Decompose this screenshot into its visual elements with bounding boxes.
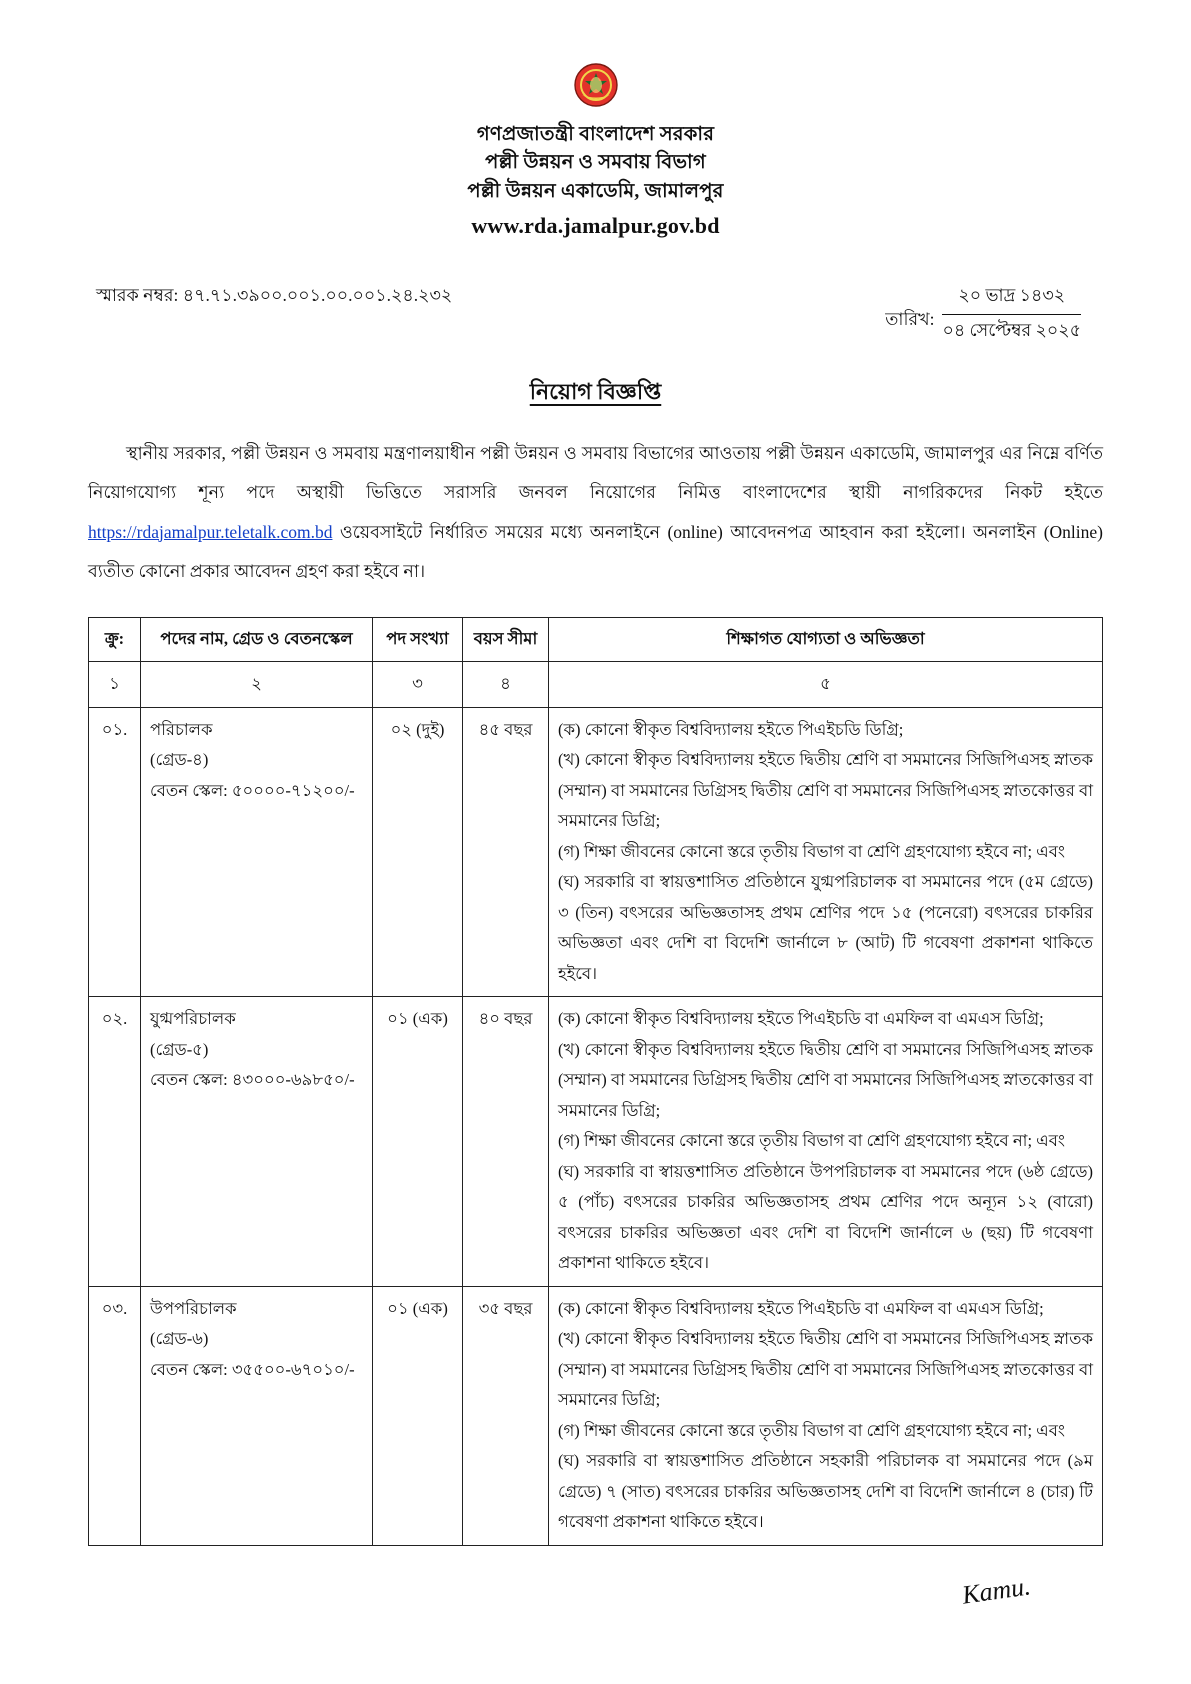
- row-post-cell: [141, 1286, 373, 1545]
- row-vacancies: ০১ (এক): [373, 1286, 463, 1545]
- table-column-number-row: [89, 662, 1103, 708]
- date-english: ০৪ সেপ্টেম্বর ২০২৫: [942, 319, 1081, 340]
- row-serial: ০২.: [89, 997, 141, 1287]
- header-serial: ক্রু:: [89, 618, 141, 662]
- table-row: [89, 1286, 1103, 1545]
- row-age-limit: ৩৫ বছর: [463, 1286, 549, 1545]
- org-line-2: পল্লী উন্নয়ন ও সমবায় বিভাগ: [485, 152, 706, 174]
- date-label: তারিখ:: [885, 308, 935, 329]
- memo-number: স্মারক নম্বর: ৪৭.৭১.৩৯০০.০০১.০০.০০১.২৪.২৩২: [96, 284, 453, 305]
- colnum-5: ৫: [549, 662, 1103, 708]
- colnum-3: ৩: [373, 662, 463, 708]
- colnum-1: ১: [89, 662, 141, 708]
- row-vacancies: ০১ (এক): [373, 997, 463, 1287]
- qualification-item: (গ) শিক্ষা জীবনের কোনো স্তরে তৃতীয় বিভাগ বা শ্রেণি গ্রহণযোগ্য হইবে না; এবং: [558, 1420, 1066, 1440]
- intro-paragraph: [88, 434, 1103, 592]
- header-age-limit: বয়স সীমা: [463, 618, 549, 662]
- qualification-item: (ক) কোনো স্বীকৃত বিশ্ববিদ্যালয় হইতে পিএইচডি বা এমফিল বা এমএস ডিগ্রি;: [558, 1009, 1044, 1029]
- emblem-container: [88, 62, 1103, 113]
- memo-row: [88, 283, 1103, 347]
- row-post-name: যুগ্মপরিচালক: [150, 1009, 236, 1029]
- qualification-item: (গ) শিক্ষা জীবনের কোনো স্তরে তৃতীয় বিভাগ বা শ্রেণি গ্রহণযোগ্য হইবে না; এবং: [558, 1131, 1066, 1151]
- row-serial: ০১.: [89, 707, 141, 997]
- header-vacancies: পদ সংখ্যা: [373, 618, 463, 662]
- colnum-4: ৪: [463, 662, 549, 708]
- row-age-limit: ৪৫ বছর: [463, 707, 549, 997]
- row-age-limit: ৪০ বছর: [463, 997, 549, 1287]
- row-post-name: উপপরিচালক: [150, 1298, 237, 1318]
- row-qualifications: [549, 1286, 1103, 1545]
- row-post-cell: [141, 707, 373, 997]
- row-qualifications: [549, 707, 1103, 997]
- table-header-row: [89, 618, 1103, 662]
- application-website-link[interactable]: https://rdajamalpur.teletalk.com.bd: [88, 521, 333, 542]
- qualification-item: (ক) কোনো স্বীকৃত বিশ্ববিদ্যালয় হইতে পিএইচডি ডিগ্রি;: [558, 719, 904, 739]
- header-qualifications: শিক্ষাগত যোগ্যতা ও অভিজ্ঞতা: [549, 618, 1103, 662]
- qualification-item: (খ) কোনো স্বীকৃত বিশ্ববিদ্যালয় হইতে দ্বিতীয় শ্রেণি বা সমমানের সিজিপিএসহ স্নাতক (সম্মান) বা সমমানের ডিগ্রিসহ দ্বিতীয় শ্রেণি বা সমমানের সিজিপিএসহ স্নাতকোত্তর বা সমমানের ডিগ্রি;: [558, 750, 1093, 831]
- organization-website: www.rda.jamalpur.gov.bd: [471, 212, 720, 238]
- colnum-2: ২: [141, 662, 373, 708]
- org-line-1: গণপ্রজাতন্ত্রী বাংলাদেশ সরকার: [476, 124, 715, 145]
- row-serial: ০৩.: [89, 1286, 141, 1545]
- row-post-cell: [141, 997, 373, 1287]
- row-post-pay-scale: বেতন স্কেল: ৪৩০০০-৬৯৮৫০/-: [150, 1070, 355, 1090]
- table-row: [89, 707, 1103, 997]
- qualification-item: (খ) কোনো স্বীকৃত বিশ্ববিদ্যালয় হইতে দ্বিতীয় শ্রেণি বা সমমানের সিজিপিএসহ স্নাতক (সম্মান) বা সমমানের ডিগ্রিসহ দ্বিতীয় শ্রেণি বা সমমানের সিজিপিএসহ স্নাতকোত্তর বা সমমানের ডিগ্রি;: [558, 1039, 1093, 1120]
- row-qualifications: [549, 997, 1103, 1287]
- page-title: নিয়োগ বিজ্ঞপ্তি: [529, 378, 662, 404]
- qualification-item: (ঘ) সরকারি বা স্বায়ত্তশাসিত প্রতিষ্ঠানে যুগ্মপরিচালক বা সমমানের পদে (৫ম গ্রেডে) ৩ (তিন) বৎসরের অভিজ্ঞতাসহ প্রথম শ্রেণির পদে ১৫ (পনেরো) বৎসরের চাকরির অভিজ্ঞতা এবং দেশি বা বিদেশি জার্নালে ৮ (আট) টি গবেষণা প্রকাশনা থাকিতে হইবে।: [558, 872, 1093, 983]
- signature: Kamu.: [960, 1571, 1033, 1610]
- qualification-item: (ক) কোনো স্বীকৃত বিশ্ববিদ্যালয় হইতে পিএইচডি বা এমফিল বা এমএস ডিগ্রি;: [558, 1298, 1044, 1318]
- row-post-pay-scale: বেতন স্কেল: ৫০০০০-৭১২০০/-: [150, 780, 355, 800]
- row-post-pay-scale: বেতন স্কেল: ৩৫৫০০-৬৭০১০/-: [150, 1359, 355, 1379]
- intro-text-part1: স্থানীয় সরকার, পল্লী উন্নয়ন ও সমবায় মন্ত্রণালয়াধীন পল্লী উন্নয়ন ও সমবায় বিভাগের আওতায় পল্লী উন্নয়ন একাডেমি, জামালপুর এর নিম্নে বর্ণিত নিয়োগযোগ্য শূন্য পদে অস্থায়ী ভিত্তিতে সরাসরি জনবল নিয়োগের নিমিত্ত বাংলাদেশের স্থায়ী নাগরিকদের নিকট হইতে: [88, 442, 1103, 503]
- date-stack: [942, 283, 1081, 347]
- organization-heading: [88, 121, 1103, 206]
- row-post-name: পরিচালক: [150, 719, 213, 739]
- row-post-grade: (গ্রেড-৪): [150, 750, 209, 770]
- qualification-item: (ঘ) সরকারি বা স্বায়ত্তশাসিত প্রতিষ্ঠানে উপপরিচালক বা সমমানের পদে (৬ষ্ঠ গ্রেডে) ৫ (পাঁচ) বৎসরের চাকরির অভিজ্ঞতাসহ প্রথম শ্রেণির পদে অন্যূন ১২ (বারো) বৎসরের চাকরির অভিজ্ঞতা এবং দেশি বা বিদেশি জার্নালে ৬ (ছয়) টি গবেষণা প্রকাশনা থাকিতে হইবে।: [558, 1161, 1093, 1273]
- row-post-grade: (গ্রেড-৬): [150, 1329, 209, 1349]
- vacancy-table: [88, 617, 1103, 1546]
- row-post-grade: (গ্রেড-৫): [150, 1039, 209, 1059]
- org-line-3: পল্লী উন্নয়ন একাডেমি, জামালপুর: [467, 180, 724, 202]
- header-post-name: পদের নাম, গ্রেড ও বেতনস্কেল: [141, 618, 373, 662]
- qualification-item: (খ) কোনো স্বীকৃত বিশ্ববিদ্যালয় হইতে দ্বিতীয় শ্রেণি বা সমমানের সিজিপিএসহ স্নাতক (সম্মান) বা সমমানের ডিগ্রিসহ দ্বিতীয় শ্রেণি বা সমমানের সিজিপিএসহ স্নাতকোত্তর বা সমমানের ডিগ্রি;: [558, 1329, 1093, 1410]
- row-vacancies: ০২ (দুই): [373, 707, 463, 997]
- memo-date-block: [885, 283, 1103, 347]
- date-bangla: ২০ ভাদ্র ১৪৩২: [942, 283, 1081, 315]
- intro-text-part2: ওয়েবসাইটে নির্ধারিত সময়ের মধ্যে অনলাইনে (online) আবেদনপত্র আহবান করা হইলো। অনলাইন (Online) ব্যতীত কোনো প্রকার আবেদন গ্রহণ করা হইবে না।: [88, 521, 1103, 581]
- table-row: [89, 997, 1103, 1287]
- qualification-item: (ঘ) সরকারি বা স্বায়ত্তশাসিত প্রতিষ্ঠানে সহকারী পরিচালক বা সমমানের পদে (৯ম গ্রেডে) ৭ (সাত) বৎসরের চাকরির অভিজ্ঞতাসহ দেশি বা বিদেশি জার্নালে ৪ (চার) টি গবেষণা প্রকাশনা থাকিতে হইবে।: [558, 1451, 1093, 1532]
- qualification-item: (গ) শিক্ষা জীবনের কোনো স্তরে তৃতীয় বিভাগ বা শ্রেণি গ্রহণযোগ্য হইবে না; এবং: [558, 841, 1066, 861]
- bangladesh-government-emblem-icon: [573, 62, 619, 108]
